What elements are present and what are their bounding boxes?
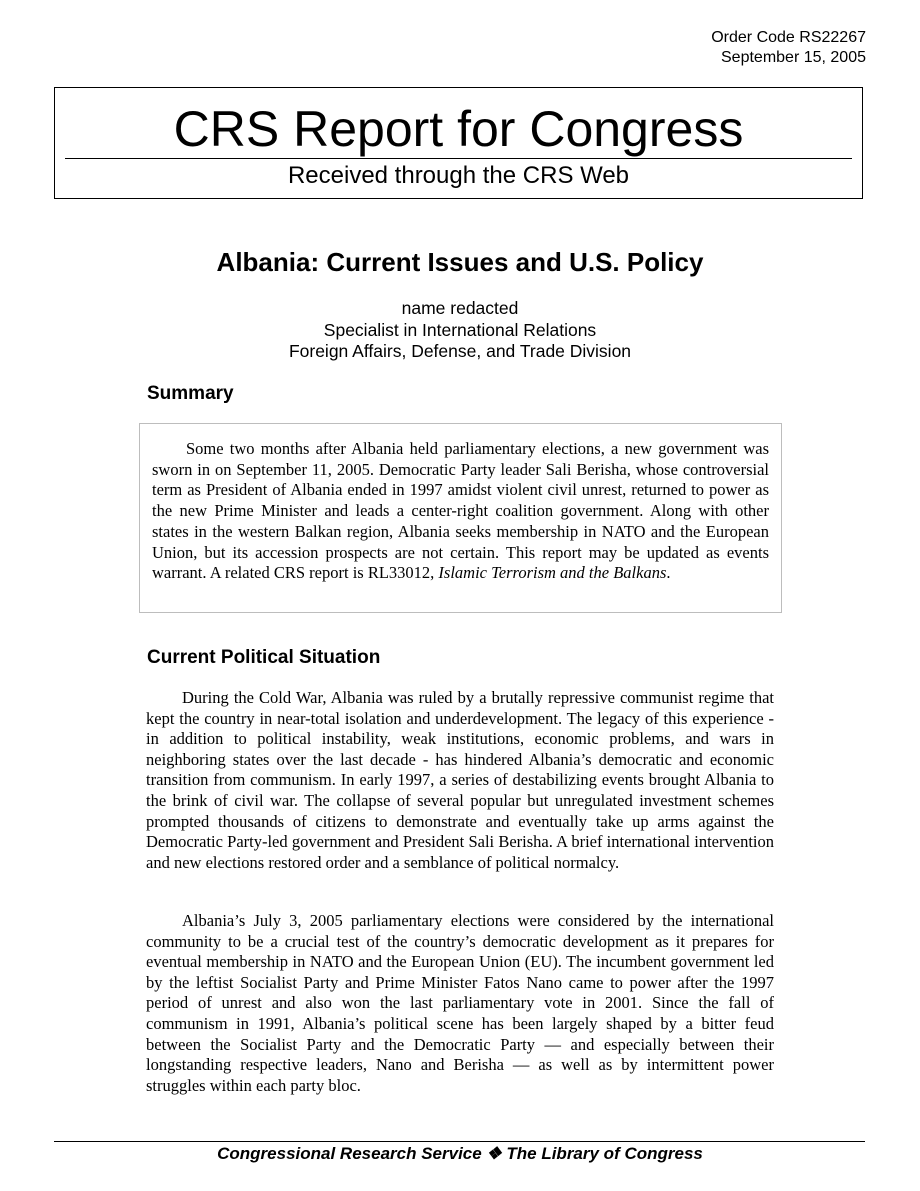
author-block: [0, 298, 920, 363]
current-political-situation-heading: Current Political Situation: [147, 647, 381, 668]
masthead-subtitle: Received through the CRS Web: [287, 162, 630, 189]
body-paragraph: Albania’s July 3, 2005 parliamentary elections were considered by the international community to be a crucial test of the country’s democratic development as it prepares for eventual membership in NATO and the European Union (EU). The incumbent government led by the leftist Socialist Party and Prime Minister Fatos Nano came to power after the 1997 period of unrest and also won the last parliamentary vote in 2001. Since the fall of communism in 1991, Albania’s political scene has been largely shaped by a bitter feud between the Socialist Party and the Democratic Party — and especially between their longstanding respective leaders, Nano and Berisha — as well as by intermittent power struggles within each party bloc.: [146, 911, 774, 1095]
footer: Congressional Research Service ❖ The Library of Congress: [217, 1144, 703, 1163]
related-report-title: Islamic Terrorism and the Balkans: [438, 563, 667, 583]
masthead-divider: [65, 158, 852, 159]
body-paragraph: During the Cold War, Albania was ruled by a brutally repressive communist regime that kept the country in near-total isolation and underdevelopment. The legacy of this experience - in addition to political instability, weak institutions, economic problems, and wars in neighboring states over the last decade - has hindered Albania’s democratic and economic transition from communism. In early 1997, a series of destabilizing events brought Albania to the brink of civil war. The collapse of several popular but unregulated investment schemes prompted thousands of citizens to demonstrate and eventually take up arms against the Democratic Party-led government and President Sali Berisha. A brief international intervention and new elections restored order and a semblance of political normalcy.: [146, 688, 774, 872]
summary-box: [139, 423, 782, 613]
order-block: [711, 28, 866, 68]
author-role: Specialist in International Relations: [323, 319, 597, 340]
report-date: September 15, 2005: [721, 49, 866, 66]
summary-paragraph: [152, 439, 769, 584]
report-title: Albania: Current Issues and U.S. Policy: [216, 247, 704, 277]
masthead-title: CRS Report for Congress: [173, 101, 744, 157]
author-division: Foreign Affairs, Defense, and Trade Division: [288, 341, 632, 361]
summary-text: Some two months after Albania held parliamentary elections, a new government was sworn in on September 11, 2005. Democratic Party leader Sali Berisha, whose controversial term as President of Albania ended in 1997 amidst violent civil unrest, returned to power as the new Prime Minister and leads a center-right coalition government. Along with other states in the western Balkan region, Albania seeks membership in NATO and the European Union, but its accession prospects are not certain. This report may be updated as events warrant. A related CRS report is RL33012,: [152, 439, 769, 583]
masthead: [54, 87, 863, 199]
summary-end-punct: .: [666, 563, 671, 583]
order-code: Order Code RS22267: [711, 29, 866, 46]
author-name: name redacted: [401, 298, 519, 318]
summary-heading: Summary: [147, 383, 234, 404]
